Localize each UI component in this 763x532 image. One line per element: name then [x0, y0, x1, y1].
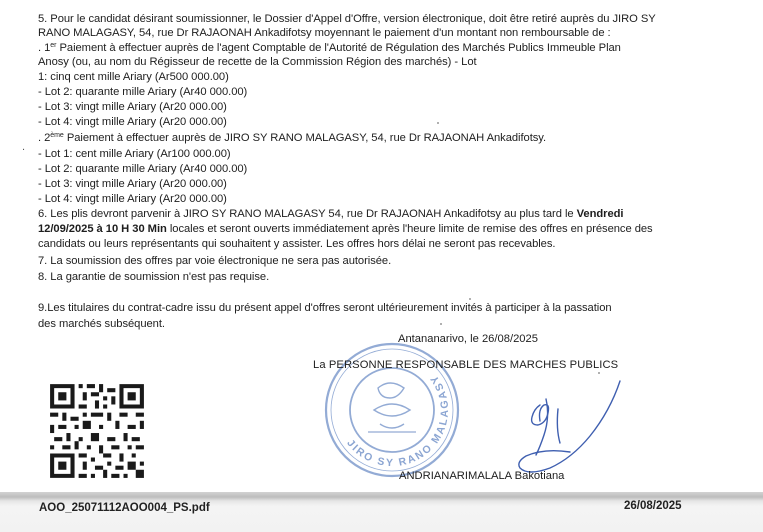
payment-1-lot-2: - Lot 2: quarante mille Ariary (Ar40 000.00): [38, 86, 248, 98]
svg-text:JIRO SY RANO MALAGASY: [344, 372, 451, 470]
signer-name: ANDRIANARIMALALA Bakotiana: [399, 470, 565, 482]
payment-1-lot-3: - Lot 3: vingt mille Ariary (Ar20 000.00): [38, 101, 227, 113]
qr-code: [46, 380, 148, 482]
payment-2-lot-2: - Lot 2: quarante mille Ariary (Ar40 000.00): [38, 163, 248, 175]
paragraph-6-text-2: locales et seront ouverts immédiatement après l'heure limite de remise des offres en présence des: [166, 223, 653, 235]
payment-1-text: Paiement à effectuer auprès de l'agent Comptable de l'Autorité de Régulation des Marchés Publics Immeuble Plan: [56, 42, 621, 54]
payment-2-prefix: . 2: [38, 132, 51, 144]
payment-2-lot-3: - Lot 3: vingt mille Ariary (Ar20 000.00): [38, 178, 227, 190]
place-and-date: Antananarivo, le 26/08/2025: [398, 333, 538, 345]
margin-dot: .: [22, 141, 26, 153]
payment-1-lot-1: 1: cinq cent mille Ariary (Ar500 000.00): [38, 71, 229, 83]
footer-date: 26/08/2025: [624, 500, 682, 512]
payment-1-line-2: Anosy (ou, au nom du Régisseur de recette de la Commission Région des marchés) - Lot: [38, 56, 477, 68]
paragraph-7: 7. La soumission des offres par voie électronique ne sera pas autorisée.: [38, 255, 392, 267]
paragraph-6-text: 6. Les plis devront parvenir à JIRO SY RANO MALAGASY 54, rue Dr RAJAONAH Ankadifotsy au plus tard le: [38, 208, 577, 220]
paragraph-6-line-1: [38, 207, 623, 221]
payment-2-lot-1: - Lot 1: cent mille Ariary (Ar100 000.00): [38, 148, 231, 160]
handwritten-signature: [500, 375, 625, 480]
paragraph-6-deadline: 12/09/2025 à 10 H 30 Min: [38, 223, 167, 235]
payment-1-ordinal: er: [50, 42, 57, 49]
payment-1-line-1: [38, 41, 621, 55]
paragraph-9-line-2: des marchés subséquent.: [38, 318, 165, 330]
paragraph-6-line-2: [38, 222, 653, 236]
paragraph-6-line-3: candidats ou leurs représentants qui souhaitent y assister. Les offres hors délai ne seront pas recevables.: [38, 238, 556, 250]
paragraph-8: 8. La garantie de soumission n'est pas requise.: [38, 271, 270, 283]
paragraph-5-line-1: 5. Pour le candidat désirant soumissionner, le Dossier d'Appel d'Offre, version électronique, doit être retiré auprès du JIRO SY: [38, 13, 656, 25]
payment-2-lot-4: - Lot 4: vingt mille Ariary (Ar20 000.00): [38, 193, 227, 205]
scan-speck: [437, 122, 439, 124]
scan-speck: [598, 372, 600, 374]
payment-1-prefix: . 1: [38, 42, 51, 54]
scan-speck: [469, 298, 471, 300]
responsable-title: La PERSONNE RESPONSABLE DES MARCHES PUBLICS: [313, 359, 619, 371]
payment-2-text: Paiement à effectuer auprès de JIRO SY RANO MALAGASY, 54, rue Dr RAJAONAH Ankadifotsy.: [63, 132, 547, 144]
payment-2-ordinal: ème: [50, 132, 64, 139]
paragraph-5-line-2: RANO MALAGASY, 54, rue Dr RAJAONAH Ankadifotsy moyennant le paiement d'un montant non remboursable de :: [38, 27, 611, 39]
payment-2-line-1: [38, 131, 546, 145]
stamp-ring-text: JIRO SY RANO MALAGASY: [344, 371, 452, 470]
footer-filename: AOO_25071112AOO004_PS.pdf: [39, 502, 210, 514]
paragraph-6-day: Vendredi: [576, 208, 624, 220]
payment-1-lot-4: - Lot 4: vingt mille Ariary (Ar20 000.00): [38, 116, 227, 128]
paragraph-9-line-1: 9.Les titulaires du contrat-cadre issu du présent appel d'offres seront ultérieurement invités à participer à la passation: [38, 302, 612, 314]
scan-speck: [440, 323, 442, 325]
document-footer: [0, 492, 763, 532]
